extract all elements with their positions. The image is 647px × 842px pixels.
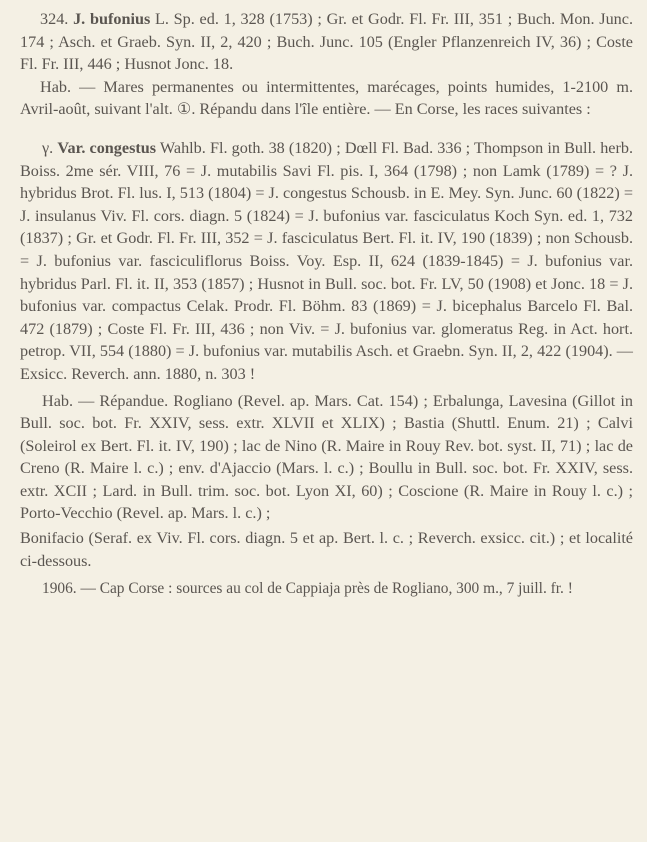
species-number: 324. <box>40 10 69 28</box>
habitat-continuation-text: Bonifacio (Seraf. ex Viv. Fl. cors. diagn. 5 et ap. Bert. l. c. ; Reverch. exsicc. cit.) ; et localité ci-dessous. <box>20 529 633 570</box>
variety-marker: γ. <box>42 138 54 157</box>
species-references: L. Sp. ed. 1, 328 (1753) ; Gr. et Godr. Fl. Fr. III, 351 ; Buch. Mon. Junc. 174 ; Asch. et Graeb. Syn. II, 2, 420 ; Buch. Junc. 105 (Engler Pflanzenreich IV, 36) ; Coste Fl. Fr. III, 446 ; Husnot Jonc. 18. <box>20 10 634 74</box>
variety-synonymy: Wahlb. Fl. goth. 38 (1820) ; Dœll Fl. Bad. 336 ; Thompson in Bull. herb. Boiss. 2me sér. VIII, 76 = J. mutabilis Savi Fl. pis. I, 364 (1798) ; non Lamk (1789) = ? J. hybridus Brot. Fl. lus. I, 513 (1804) = J. congestus Schousb. in E. Mey. Syn. Junc. 60 (1822) = J. insulanus Viv. Fl. cors. diagn. 5 (1824) = J. bufonius var. fasciculatus Koch Syn. ed. 1, 732 (1837) ; Gr. et Godr. Fl. Fr. III, 352 = J. fasciculatus Bert. Fl. it. IV, 190 (1839) ; non Schousb. = J. bufonius var. fasciculiflorus Boiss. Voy. Esp. II, 624 (1839-1845) = J. bufonius var. hybridus Parl. Fl. it. II, 353 (1857) ; Husnot in Bull. soc. bot. Fr. LV, 50 (1908) et Jonc. 18 = J. bufonius var. compactus Celak. Prodr. Fl. Böhm. 83 (1869) = J. bicephalus Barcelo Fl. Bal. 472 (1879) ; Coste Fl. Fr. III, 436 ; non Viv. = J. bufonius var. glomeratus Reg. in Act. hort. petrop. VII, 554 (1880) = J. bufonius var. mutabilis Asch. et Graebn. Syn. II, 2, 422 (1904). — Exsicc. Reverch. ann. 1880, n. 303 ! <box>20 138 633 383</box>
variety-name: Var. congestus <box>57 138 157 157</box>
species-entry <box>20 8 633 121</box>
species-name: J. bufonius <box>73 10 151 28</box>
variety-habitat <box>20 390 633 526</box>
variety-habitat-text: Hab. — Répandue. Rogliano (Revel. ap. Mars. Cat. 154) ; Erbalunga, Lavesina (Gillot in Bull. soc. bot. Fr. XXIV, sess. extr. XLVII et XLIX) ; Bastia (Shuttl. Enum. 21) ; Calvi (Soleirol ex Bert. Fl. it. IV, 190) ; lac de Nino (R. Maire in Rouy Rev. bot. syst. II, 71) ; lac de Creno (R. Maire l. c.) ; env. d'Ajaccio (Mars. l. c.) ; Boullu in Bull. soc. bot. Fr. XXIV, sess. extr. XCII ; Lard. in Bull. trim. soc. bot. Lyon XI, 60) ; Coscione (R. Maire in Rouy l. c.) ; Porto-Vecchio (Revel. ap. Mars. l. c.) ; <box>20 391 633 523</box>
species-habitat: Hab. — Mares permanentes ou intermittentes, marécages, points humides, 1-2100 m. Avril-août, suivant l'alt. ①. Répandu dans l'île entière. — En Corse, les races suivantes : <box>20 77 633 119</box>
variety-entry <box>20 137 633 386</box>
collection-note-text: 1906. — Cap Corse : sources au col de Cappiaja près de Rogliano, 300 m., 7 juill. fr. ! <box>42 580 573 598</box>
variety-habitat-continuation <box>20 527 633 572</box>
collection-note <box>20 578 633 600</box>
